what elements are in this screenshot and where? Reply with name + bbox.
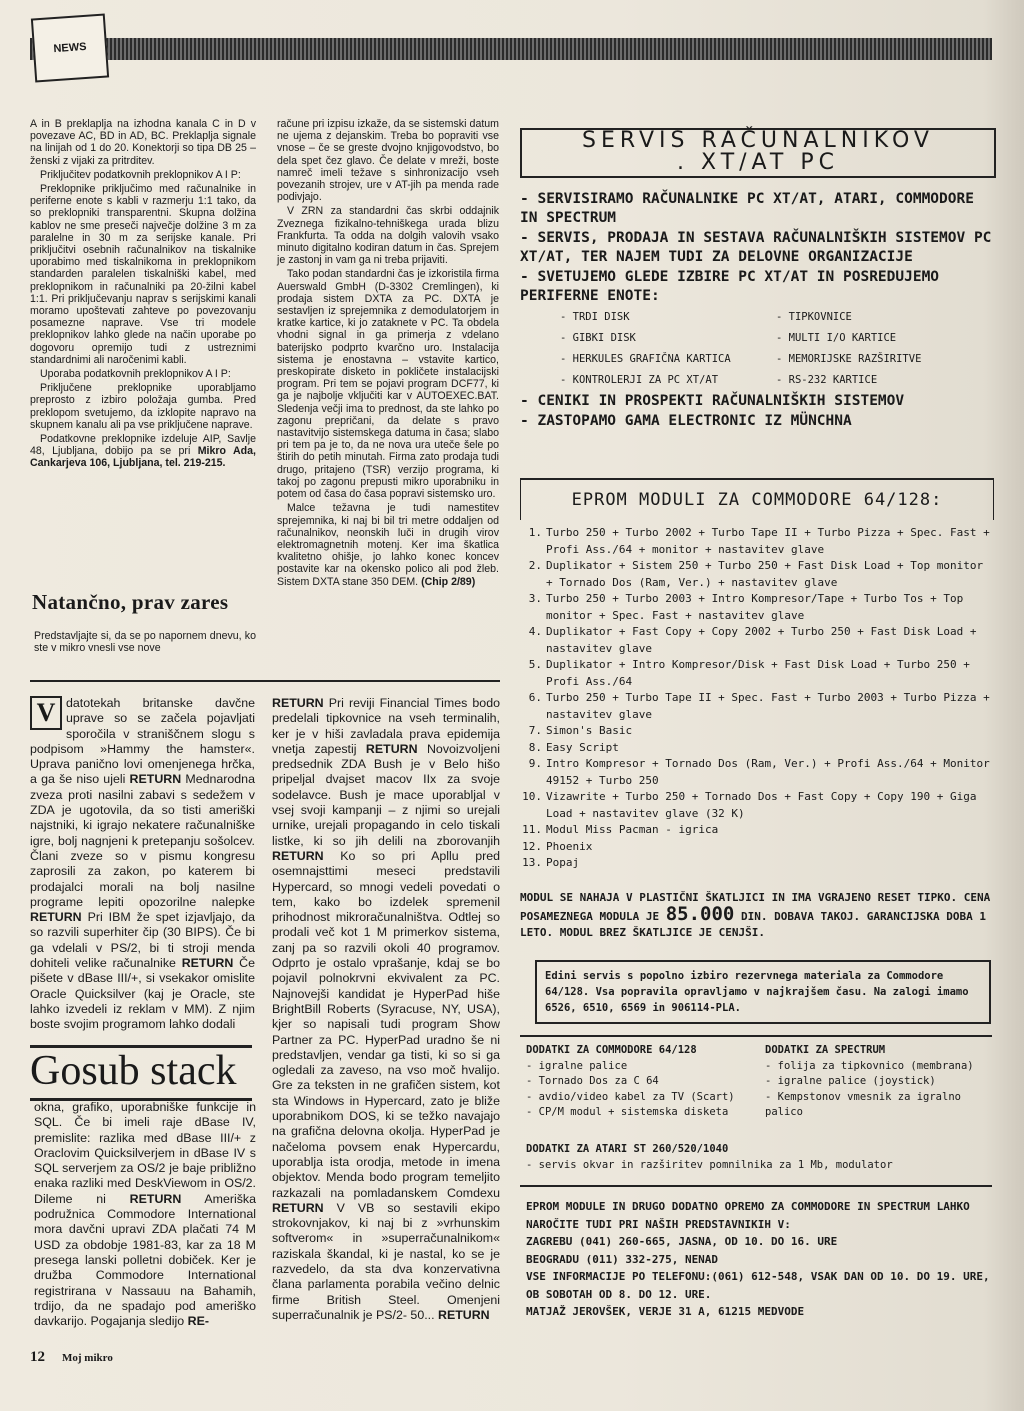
item-number: 3. [528, 592, 542, 605]
ad-line: - SERVIS, PRODAJA IN SESTAVA RAČUNALNIŠKIH SISTEMOV PC XT/AT, TER NAJEM TUDI ZA DELOVNE ORGANIZACIJE [520, 230, 992, 265]
return-keyword: RETURN [438, 1307, 490, 1322]
item-text: Turbo 250 + Turbo 2003 + Intro Kompresor/Tape + Turbo Tos + Top monitor + Spec. Fast + nastavitev glave [546, 592, 964, 622]
paragraph [272, 696, 500, 1323]
contact-beograd: BEOGRADU (011) 332-275, NENAD [526, 1252, 719, 1266]
atari-addons [526, 1142, 996, 1173]
text: Pri IBM že spet izjavljajo, da so razvili superhiter čip (30 BIPS). Če bi ga vdelali v PS/2, bi ti stroji menda dohiteli velike računalnike [30, 910, 255, 971]
item-text: Duplikator + Sistem 250 + Turbo 250 + Fast Disk Load + Top monitor + Tornado Dos (Ram, Ver.) + nastavitev glave [546, 559, 984, 589]
peripheral-item: - KONTROLERJI ZA PC XT/AT [560, 374, 719, 386]
peripheral-item: - RS-232 KARTICE [776, 374, 878, 386]
list-item [520, 558, 992, 591]
list-item [520, 756, 992, 789]
list-item [520, 657, 992, 690]
list-item [520, 839, 992, 856]
text: Ko so pri Apllu pred osemnajsttimi meseci predstavili Hypercard, so mnogi vedeli povedati o tem, kako bo izdelek spremenil prihodnost mikroračunalništva. Odtlej so prodali več kot 1 M primerkov sistema, zanj pa so razvili okoli 40 programov. Odprto je ostalo vprašanje, kdaj se bo pojavil polnokrvni ekvivalent za PC. Najnovejši kandidat je HyperPad hiše BrightBill Roberts (Syracuse, NY, USA), kjer so napisali tudi program Show Partner za PC. HyperPad uradno še ni predstavljen, vendar ga tisti, ki so si ga ogledali za zaveso, na vso moč hvalijo. Gre za teksten in ne grafičen sistem, kot sta Windows in Hypercard, zato je bliže uporabnikom DOS, ki se težko navajajo na grafična delovna okolja. HyperPad je načeloma povsem enak Hypercardu, uporablja ista orodja, metode in imena objektov. Menda bodo program temeljito razkazali na pomladanskem Comdexu [272, 848, 500, 1200]
contact-block [526, 1198, 992, 1321]
price: 85.000 [665, 903, 735, 925]
ad-line: - SVETUJEMO GLEDE IZBIRE PC XT/AT IN POSREDUJEMO PERIFERNE ENOTE: [520, 269, 940, 304]
return-keyword: RETURN [272, 848, 324, 863]
divider [520, 1185, 992, 1187]
divider [30, 680, 500, 682]
item-number: 10. [522, 790, 542, 803]
contact-info: VSE INFORMACIJE PO TELEFONU:(061) 612-548, VSAK DAN OD 10. DO 19. URE, OB SOBOTAH OD 8. DO 12. URE. [526, 1270, 990, 1301]
paragraph [30, 696, 255, 1033]
peripheral-item: - HERKULES GRAFIČNA KARTICA [560, 353, 731, 365]
paragraph [30, 433, 256, 470]
contact-zagreb: ZAGREBU (041) 260-665, JASNA, OD 10. DO 16. URE [526, 1235, 838, 1248]
text: Ameriška podružnica Commodore International mora davčni upravi ZDA plačati 74 M USD za obdobje 1981-83, kar za 18 M presega lanski polletni dobiček. Ker je družba Commodore International registrirana v Nassauu na Bahamih, trdijo, da ne spadajo pod ameriško davkarijo. Pogajanja sledijo [34, 1191, 256, 1329]
item-text: Popaj [546, 856, 580, 869]
item-text: Simon's Basic [546, 724, 633, 737]
item-text: Turbo 250 + Turbo 2002 + Turbo Tape II + Turbo Pizza + Spec. Fast + Profi Ass./64 + monitor + nastavitev glave [546, 526, 990, 556]
magazine-name: Moj mikro [62, 1352, 113, 1364]
item-text: Phoenix [546, 839, 593, 853]
addons-title: DODATKI ZA ATARI ST 260/520/1040 [526, 1143, 729, 1155]
addon-item: - folija za tipkovnico (membrana) [765, 1059, 974, 1072]
return-keyword: RETURN [272, 696, 324, 710]
source-bold: (Chip 2/89) [421, 575, 476, 588]
list-item [520, 789, 992, 822]
paragraph: A in B preklaplja na izhodna kanala C in D v povezave AC, BD in AD, BC. Preklaplja signale na linijah od 1 do 20. Konektorji so tipa DB 25 – ženski z vijaki za pritrditev. [30, 118, 256, 167]
item-text: Modul Miss Pacman - igrica [546, 823, 719, 836]
return-keyword: RETURN [272, 1200, 324, 1215]
list-item [520, 855, 992, 872]
return-column-left [30, 696, 255, 1035]
addon-item: - igralne palice (joystick) [765, 1075, 936, 1087]
return-column-right [272, 696, 500, 1325]
article-heading: Natančno, prav zares [32, 590, 229, 614]
peripheral-item: - GIBKI DISK [560, 332, 636, 344]
item-number: 5. [528, 658, 542, 671]
paragraph: Tako podan standardni čas je izkoristila firma Auerswald GmbH (D-3302 Cremlingen), ki prodaja sistem DXTA za PC. DXTA je sestavljen iz sprejemnika z demodulatorjem in kratke kartice, ki jo zataknete v PC. Ta obdela vhodni signal in ga primerja z vdelano baterijsko podprto kvarčno uro. Instalacija sistema je enostavna – vstavite kartico, preskopirate disketo in pokličete instalacijski program. Pri tem se pojavi program DCF77, ki ga je najbolje vključiti kar v AUTOEXEC.BAT. Sledenja večji ima to prednost, da ste lahko po zagonu prepričani, da delate s pravo nastavitvijo sistemskega datuma in časa; slabo pri tem pa je to, da ne nova ura uteče šele po štirih do petih minutah. Firma zato prodaja tudi drugo, pritajeno (TSR) verzijo programa, ki takoj po zagonu prepusti mikro uporabniku in potem od časa do časa popravi sistemsko uro. [277, 268, 499, 501]
addon-item: - CP/M modul + sistemska disketa [526, 1106, 729, 1118]
item-number: 12. [522, 839, 542, 853]
item-number: 11. [522, 823, 542, 836]
ad-service-list [520, 190, 992, 432]
addons-title: DODATKI ZA COMMODORE 64/128 [526, 1044, 697, 1056]
text: Pri reviji Financial Times bodo predelali tipkovnice na vseh terminalih, ker je v hiši zavladala prava epidemija vnetja zapestij [272, 696, 500, 756]
c64-addons [526, 1043, 756, 1121]
list-item [520, 822, 992, 839]
return-keyword: RETURN [30, 910, 82, 925]
return-column-left-cont [34, 1100, 256, 1331]
ad-title-line2: . XT/AT PC [677, 150, 839, 175]
text: Malce težavna je tudi namestitev sprejemnika, ki naj bi bil tri metre oddaljen od računalnikov, neonskih luči in drugih virov elektromagnetnih motenj. Ker ima škatlica kvalitetno ohišje, jo lahko konec koncev postavite kar na okensko polico ali pod žleb. Sistem DXTA stane 350 DEM. [277, 502, 499, 588]
addon-item: - avdio/video kabel za TV (Scart) [526, 1090, 735, 1103]
eprom-list [520, 525, 992, 872]
ad-line: - CENIKI IN PROSPEKTI RAČUNALNIŠKIH SISTEMOV [520, 393, 905, 409]
list-item [520, 723, 992, 740]
item-number: 7. [528, 724, 542, 737]
eprom-title: EPROM MODULI ZA COMMODORE 64/128: [520, 478, 994, 520]
news-logo-text: NEWS [53, 40, 87, 56]
text: Novoizvoljeni predsednik ZDA Bush je v Belo hišo pripeljal dvajset macov IIx za svoje sodelavce. Bush je mace uporabljal v vsej svoji kampanji – z njimi so urejali urnike, urejali propagando in celo tiskali listke, ki so jih delili na zborovanjih [272, 741, 500, 848]
ad-title-line1: SERVIS RAČUNALNIKOV [582, 128, 934, 153]
list-item [520, 525, 992, 558]
paragraph: Priključitev podatkovnih preklopnikov A I P: [40, 168, 241, 181]
addon-item: - servis okvar in razširitev pomnilnika za 1 Mb, modulator [526, 1158, 893, 1171]
item-text: Intro Kompresor + Tornado Dos (Ram, Ver.) + Profi Ass./64 + Monitor 49152 + Turbo 250 [546, 757, 990, 787]
list-item [520, 624, 992, 657]
item-text: Easy Script [546, 740, 619, 754]
addon-item: - Tornado Dos za C 64 [526, 1075, 659, 1087]
text: datotekah britanske davčne uprave so se začela pojavljati sporočila v straniščnem slogu s podpisom »Hammy the hamster«. Uprava panično lovi omenjenega hrčka, a ga še niso ujeli [30, 696, 255, 787]
text: okna, grafiko, uporabniške funkcije in SQL. Če bi imeli raje dBase IV, premislite: razlika med dBase III/+ z Oraclovim Quicksilverjem in dBase IV s SQL serverjem za OS/2 je baje približno enaka razliki med DeskViewom in OS/2. Dileme ni [34, 1100, 256, 1206]
item-text: Vizawrite + Turbo 250 + Tornado Dos + Fast Copy + Copy 190 + Giga Load + nastavitev glave (32 K) [546, 790, 977, 820]
peripheral-item: - TRDI DISK [560, 311, 630, 323]
ad-line: - ZASTOPAMO GAMA ELECTRONIC IZ MÜNCHNA [520, 413, 852, 429]
paragraph: Uporaba podatkovnih preklopnikov A I P: [40, 368, 231, 381]
page-number: 12 [30, 1349, 45, 1365]
text: DIN. DOBAVA TAKOJ. GARANCIJSKA DOBA 1 LETO. MODUL BREZ ŠKATLJICE JE CENJŠI. [520, 910, 987, 939]
contact-intro: EPROM MODULE IN DRUGO DODATNO OPREMO ZA COMMODORE IN SPECTRUM LAHKO NAROČITE TUDI PRI NAŠIH PREDSTAVNIKIH V: [526, 1200, 970, 1231]
return-keyword: RETURN [181, 956, 234, 971]
item-number: 6. [528, 691, 542, 704]
article-lead [34, 630, 256, 656]
return-keyword: RETURN [365, 741, 418, 756]
item-text: Duplikator + Intro Kompresor/Disk + Fast Disk Load + Turbo 250 + Profi Ass./64 [546, 658, 970, 688]
paragraph: račune pri izpisu izkaže, da se sistemski datum ne ujema z dejanskim. Treba bo popraviti vse vnose – če se greste dvojno knjigovodstvo, bo dela spet čez glavo. Če delate v mreži, boste namreč imeli težave s sinhronizacijo vseh povezanih strojev, ure v AT-jih pa menda rade podivjajo. [277, 118, 499, 204]
item-number: 1. [528, 526, 542, 539]
eprom-note [520, 890, 992, 941]
list-item [520, 740, 992, 757]
item-number: 8. [528, 740, 542, 754]
return-keyword: RETURN [129, 772, 182, 787]
addon-item: - igralne palice [526, 1059, 628, 1072]
item-number: 13. [522, 856, 542, 869]
paragraph [34, 1100, 256, 1329]
text: MODUL SE NAHAJA V PLASTIČNI ŠKATLJICI IN IMA VGRAJENO RESET TIPKO. CENA POSAMEZNEGA MODULA JE [520, 891, 991, 923]
addons-title: DODATKI ZA SPECTRUM [765, 1044, 886, 1056]
header-bar [30, 38, 992, 60]
paragraph [277, 502, 499, 587]
text: Podatkovne preklopnike izdeluje AIP, Savlje 48, Ljubljana, dobijo pa se pri [30, 433, 256, 458]
article-time-column [277, 118, 499, 590]
peripheral-item: - MULTI I/O KARTICE [776, 332, 897, 344]
return-keyword: RETURN [129, 1191, 182, 1206]
text: V VB so sestavili ekipo strokovnjakov, ki naj bi z »vrhunskim softverom« in »superračunalnikom« raziskala škandal, ki je nastal, ko se je razvedelo, da sta dva konzervativna člana parlamenta porabila večino delnic firme British Steel. Omenjeni superračunalnik je PS/2- 50... [272, 1200, 500, 1322]
ad-line: - SERVISIRAMO RAČUNALNIKE PC XT/AT, ATARI, COMMODORE IN SPECTRUM [520, 191, 974, 226]
contact-address: MATJAŽ JEROVŠEK, VERJE 31 A, 61215 MEDVODE [526, 1305, 805, 1318]
gosub-heading: Gosub stack [30, 1045, 252, 1101]
item-text: Duplikator + Fast Copy + Copy 2002 + Turbo 250 + Fast Disk Load + nastavitev glave [546, 625, 977, 655]
return-keyword: RE- [187, 1314, 209, 1329]
article-switch-column [30, 118, 256, 472]
peripheral-list [520, 307, 992, 391]
text: Če pišete v dBase III/+, si vsekakor omislite Oracle Quicksilver (kaj je Oracle, ste lahko izvedeli iz reklam v MM). Z njim boste svojim programom lahko dodali [30, 956, 255, 1032]
item-number: 4. [528, 625, 542, 638]
item-number: 2. [528, 559, 542, 572]
paragraph: Priključene preklopnike uporabljamo preprosto z izbiro položaja gumba. Pred preklopom svetujemo, da izklopite napravo na skupnem kanalu ali pa vse priključene naprave. [30, 382, 256, 431]
divider [520, 1035, 992, 1037]
service-box: Edini servis s popolno izbiro rezervnega materiala za Commodore 64/128. Vsa popravila opravljamo v najkrajšem času. Na zalogi imamo 6526, 6510, 6569 in 906114-PLA. [535, 960, 991, 1024]
ad-title-box [520, 128, 996, 178]
contact-bold: Mikro Ada, Cankarjeva 106, Ljubljana, tel. 219-215. [30, 445, 256, 470]
text: Mednarodna zveza proti nasilni zabavi s sedežem v ZDA je ugotovila, da so tisti ameriški najstniki, ki igrajo nekatere računalniške igre, bolj nagnjeni k pretepanju sošolcev. Člani zveze so v pismu kongresu zaprosili za zakon, po katerem bi prodajalci morali na bolj nasilne programe lepiti opozorilne nalepke [30, 772, 255, 909]
peripheral-item: - MEMORIJSKE RAZŠIRITVE [776, 353, 922, 365]
item-text: Turbo 250 + Turbo Tape II + Spec. Fast + Turbo 2003 + Turbo Pizza + nastavitev glave [546, 691, 990, 721]
drop-cap: V [30, 696, 62, 730]
news-logo [31, 13, 109, 82]
paragraph: V ZRN za standardni čas skrbi oddajnik Zveznega fizikalno-tehniškega urada blizu Frankfurta. Ta odda na dolgih valovih vsako minuto digitalno kodiran datum in čas. Sprejem je zastonj in vam ga ni treba prijaviti. [277, 205, 499, 267]
list-item [520, 690, 992, 723]
peripheral-item: - TIPKOVNICE [776, 311, 852, 323]
spectrum-addons [765, 1043, 995, 1121]
paragraph: Preklopnike priključimo med računalnike in periferne enote s kabli v razmerju 1:1 tako, da so preklopniki transparentni. Skupna dolžina kablov ne sme preseči največje dolžine 3 m za paralelne in 30 m za serijske kanale. Pri priključitvi osebnih računalnikov na tiskalnike uporabimo med tiskalnikoma in preklopnikom standarden paralelen tiskalniški kabel, med preklopnikom in računalniki pa 20-žilni kabel 1:1. Pri priključevanju naprav s serijskimi kanali moramo upoštevati zahteve po povezovanju posamezne naprave. Vse tri modele preklopnikov lahko glede na način uporabe po dogovoru opremijo tudi z ustreznimi standardnimi ali naročenimi kabli. [30, 183, 256, 366]
list-item [520, 591, 992, 624]
addon-item: - Kempstonov vmesnik za igralno palico [765, 1090, 961, 1118]
item-number: 9. [528, 757, 542, 770]
paragraph: Predstavljajte si, da se po napornem dnevu, ko ste v mikro vnesli vse nove [34, 630, 256, 655]
